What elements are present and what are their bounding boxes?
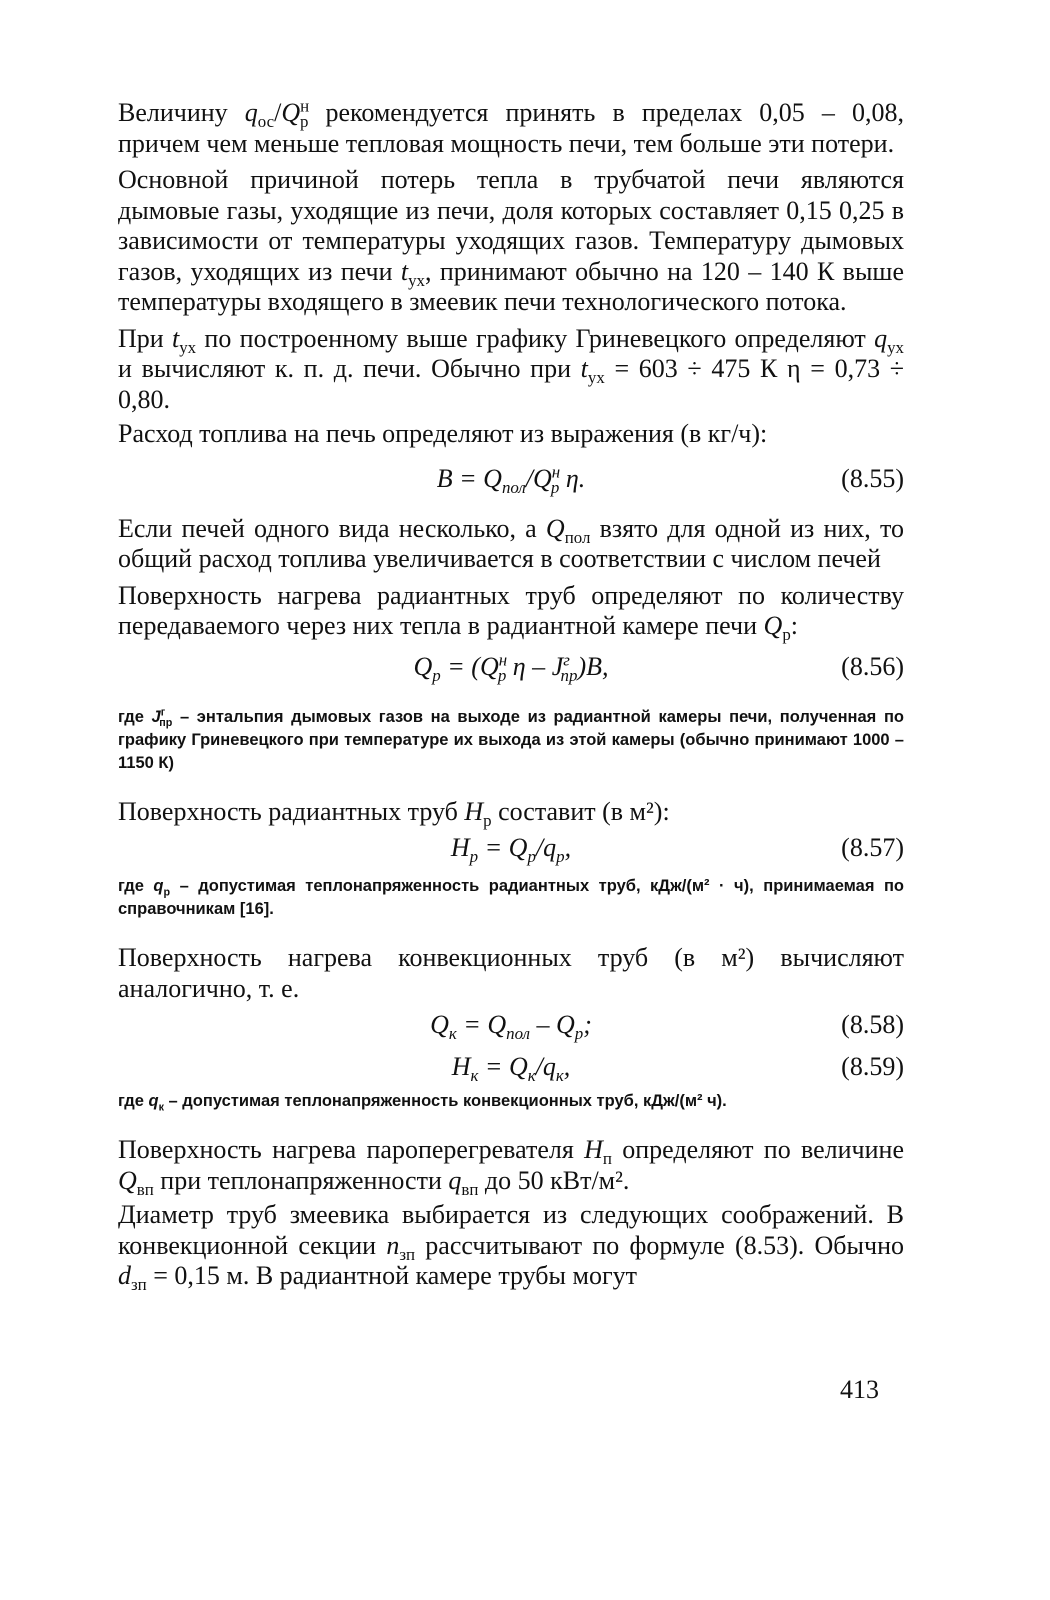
paragraph-3: При $t_{ух}$ по построенному выше графику Гриневецкого определяют $q_{ух}$ и вычисляют к. п. д. печи. Обычно при $t_{ух} = 603 \div 475$ К η = 0,73 ÷ 0,80. (118, 323, 904, 414)
formula-8-59 (118, 1050, 904, 1084)
paragraph-4: Расход топлива на печь определяют из выражения (в кг/ч): (118, 419, 768, 448)
formula-8-55 (118, 462, 904, 496)
text-column (118, 96, 905, 1295)
paragraph-2: Основной причиной потерь тепла в трубчатой печи являются дымовые газы, уходящие из печи, доля которых составляет 0,15 0,25 в зависимости от температуры уходящих газов. Температуру дымовых газов, уходящих из печи $t_{ух}$, принимают обычно на 120 – 140 К выше температуры входящего в змеевик печи технологического потока. (118, 165, 904, 316)
footnote-1: где $J^г_{пр}$ – энтальпия дымовых газов на выходе из радиантной камеры печи, полученная по графику Гриневецкого при температуре их выхода из этой камеры (обычно принимают 1000 – 1150 К) (118, 706, 904, 772)
paragraph-9: Поверхность нагрева пароперегревателя $H_п$ определяют по величине $Q_{вп}$ при теплонапряженности $q_{вп}$ до 50 кВт/м². (118, 1135, 904, 1199)
paragraph-6: Поверхность нагрева радиантных труб определяют по количеству передаваемого через них тепла в радиантной камере печи $Q_р$: (118, 580, 904, 645)
paragraph-5: Если печей одного вида несколько, а $Q_{пол}$ взято для одной из них, то общий расход топлива увеличивается в соответствии с числом печей (118, 513, 905, 573)
formula-expression: $Q_к = Q_{пол} - Q_р$; (430, 1010, 592, 1044)
paragraph-10: Диаметр труб змеевика выбирается из следующих соображений. В конвекционной секции $n_{зп}$ рассчитывают по формуле (8.53). Обычно $d_{зп} = 0,15$ м. В радиантной камере трубы могут (118, 1200, 904, 1295)
paragraph-1: Величину $q_{ос}/Q^н_р$ рекомендуется принять в пределах 0,05 – 0,08, причем чем меньше тепловая мощность печи, тем больше эти потери. (118, 96, 904, 158)
formula-number: (8.55) (841, 463, 904, 493)
formula-number: (8.56) (841, 651, 904, 681)
formula-expression: $Q_р = (Q^н_р$ η – $J^г_{пр})B$, (413, 649, 609, 685)
formula-number: (8.58) (841, 1010, 904, 1039)
formula-8-56 (118, 650, 904, 684)
page-number: 413 (840, 1375, 879, 1404)
formula-expression: $H_р = Q_р/q_р$, (450, 833, 572, 867)
footnote-3: где $q_к$ – допустимая теплонапряженность конвекционных труб, кДж/(м² ч). (118, 1092, 727, 1114)
formula-expression: $H_к = Q_к/q_к$, (451, 1052, 571, 1086)
formula-expression: $B = Q_{пол}/Q^н_р$ η. (436, 461, 586, 497)
formula-8-58 (118, 1008, 904, 1042)
formula-8-57 (118, 831, 904, 865)
formula-number: (8.57) (841, 833, 904, 862)
paragraph-8: Поверхность нагрева конвекционных труб (в м²) вычисляют аналогично, т. е. (118, 943, 904, 1003)
formula-number: (8.59) (841, 1052, 904, 1081)
footnote-2: где $q_р$ – допустимая теплонапряженность радиантных труб, кДж/(м² · ч), принимаемая по справочникам [16]. (118, 877, 905, 918)
paragraph-7: Поверхность радиантных труб $H_р$ составит (в м²): (118, 796, 670, 830)
